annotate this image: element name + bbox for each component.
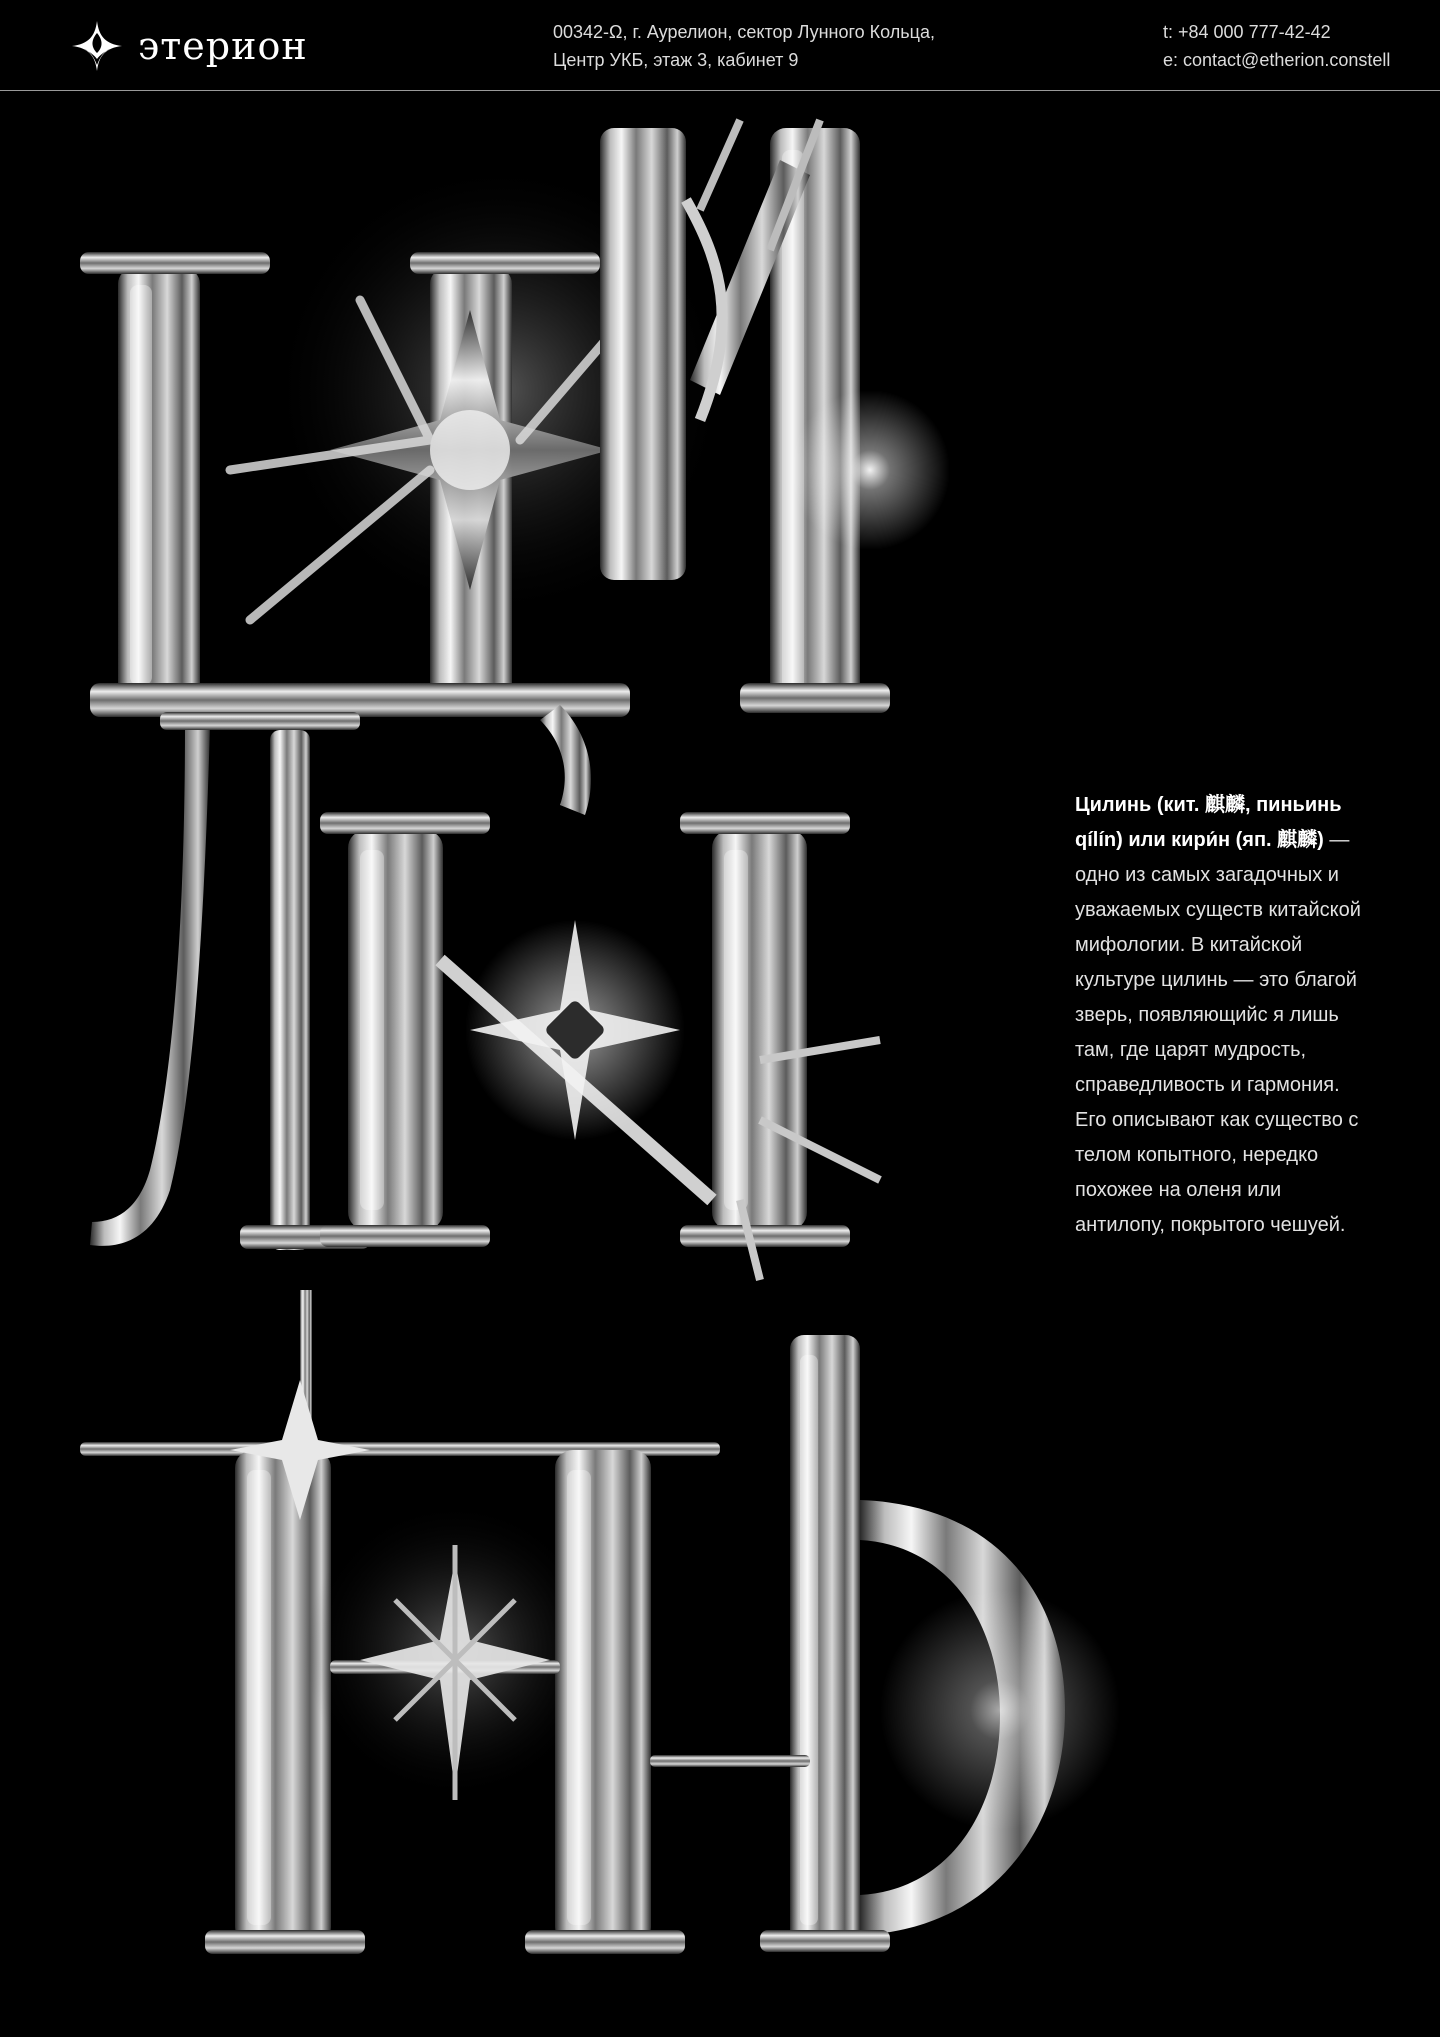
address-line-1: 00342-Ω, г. Аурелион, сектор Лунного Кольца,: [553, 22, 935, 42]
letter-soft-sign: [650, 1335, 1120, 1952]
address-block: [553, 18, 935, 74]
description-lead: Цилинь (кит. 麒麟, пиньинь qílín) или кири́н (яп. 麒麟): [1075, 794, 1342, 851]
description-text: [1075, 788, 1375, 1243]
address-line-2: Центр УКБ, этаж 3, кабинет 9: [553, 50, 799, 70]
email-link[interactable]: e: contact@etherion.constell: [1163, 50, 1391, 70]
page-header: [0, 0, 1440, 90]
letter-i-2: [320, 812, 880, 1280]
description-body: одно из самых загадочных и уважаемых существ китайской мифологии. В китайской культуре цилинь — это благой зверь, появляющийс я лишь там, где царят мудрость, справедливость и гармония. Его описывают как существо с телом копытного, нередко похожее на оленя или антилопу, покрытого чешуей.: [1075, 864, 1361, 1236]
contacts-block: [1163, 18, 1390, 74]
brand-logo[interactable]: [70, 18, 308, 74]
description-dash: —: [1323, 829, 1350, 851]
star-sparkle-icon: [70, 19, 124, 73]
letter-i-1: [600, 120, 950, 713]
letter-i-3: [305, 1450, 685, 1954]
letter-el: [90, 712, 370, 1250]
brand-name: этерион: [138, 24, 308, 68]
phone-link[interactable]: t: +84 000 777-42-42: [1163, 22, 1331, 42]
